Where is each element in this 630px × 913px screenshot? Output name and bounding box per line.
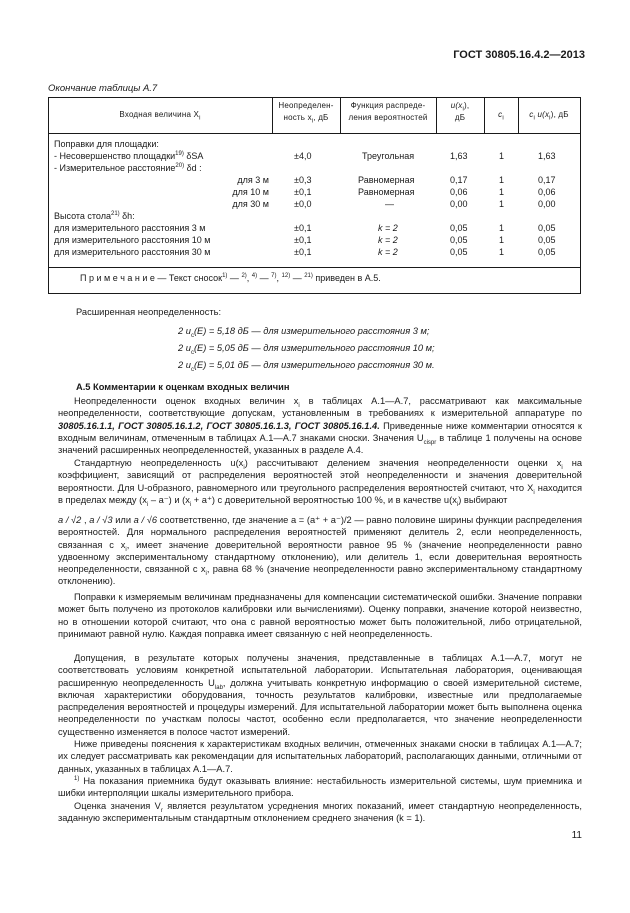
equation-3m: 2 $u_c(E) = 5,18$ дБ — для измерительного расстояния 3 м; (178, 326, 430, 339)
table-bottom-rule (48, 293, 581, 294)
document-code: ГОСТ 30805.16.4.2—2013 (453, 49, 585, 61)
table-row: для 30 м ±0,0 — 0,00 1 0,00 (232, 199, 556, 209)
paragraph-5: Ниже приведены пояснения к характеристикам входных величин, отмеченных знаками сноски в таблицах А.1—А.7; их следует рассматривать как рекомендации для испытательных лабораторий, располагающих данными, отличными от данных, указанных в таблицах А.1—А.7. (58, 739, 582, 774)
table-row: для измерительного расстояния 10 м ±0,1 k = 2 0,05 1 0,05 (54, 235, 556, 245)
header-input-quantity: Входная величина $X_i$ (119, 110, 201, 122)
paragraph-4: Допущения, в результате которых получены значения, представленные в таблицах А.1—А.7, могут не соответствовать условиям конкретной испытательной лаборатории. Испытательная лаборатория, оценивающая расширенную неопределенность $U_{lab}$, должна учитывать конкретную информацию о своей измерительной системе, включая характеристики оборудования, точность результатов калибровки, известные или предполагаемые распределения вероятностей и процедуры измерений. Для испытательной лаборатории может быть выполнена оценка неопределенности по участкам полосы частот, особенно если предполагается, что значение неопределенности существенно изменяется в полосе частот измерений. (58, 653, 583, 737)
table-row: Поправки для площадки: (54, 139, 159, 149)
header-sensitivity: $c_i$ (498, 110, 504, 122)
table-top-rule (48, 97, 581, 98)
table-row: - Несовершенство площадки$^{19)}$ δSA ±4,0 Треугольная 1,63 1 1,63 (54, 151, 556, 161)
table-row: для 10 м ±0,1 Равномерная 0,06 1 0,06 (232, 187, 556, 197)
table-header-rule (48, 133, 581, 134)
header-distribution: Функция распреде- ления вероятностей (348, 101, 428, 122)
table-row: для измерительного расстояния 30 м ±0,1 k = 2 0,05 1 0,05 (54, 247, 556, 257)
paragraph-7: Оценка значения $V_r$ является результатом усреднения многих показаний, имеет стандартную неопределенность, заданную экспериментальным стандартным отклонением среднего значения (k = 1). (58, 801, 583, 824)
expanded-uncertainty-intro: Расширенная неопределенность: (76, 307, 222, 317)
header-standard-uncertainty: $u(x_i)$, дБ (450, 101, 470, 122)
table-continuation-caption: Окончание таблицы А.7 (48, 83, 158, 94)
table-row: для 3 м ±0,3 Равномерная 0,17 1 0,17 (237, 175, 556, 185)
paragraph-2: Стандартную неопределенность $u(x_i)$ рассчитывают делением значения неопределенности оценки $x_i$ на коэффициент, зависящий от распределения вероятностей этой неопределенности и значения доверительной вероятности. Для U-образного, равномерного или треугольного распределения вероятностей считают, что $X_i$ находится в пределах между $(x_i - a^-)$ и $(x_i + a^+)$ с доверительной вероятностью 100 %, и в качестве $u(x_i)$ выбирают (58, 458, 583, 508)
footnote-1: $^{1)}$ На показания приемника будут оказывать влияние: нестабильность измерительной системы, шум приемника и шибки интерполяции шкалы измерительного прибора. (58, 775, 582, 799)
equation-30m: 2 $u_c(E) = 5,01$ дБ — для измерительного расстояния 30 м. (178, 360, 435, 373)
paragraph-1: Неопределенности оценок входных величин $x_i$ в таблицах А.1—А.7, рассматривают как максимальные неопределенности, соответствующие допускам, установленным в требованиях к измерительной аппаратуре по 30805.16.1.1, ГОСТ 30805.16.1.2, ГОСТ 30805.16.1.3, ГОСТ 30805.16.1.4. Приведенные ниже комментарии относятся к входным величинам, отмеченным в таблицах А.1—А.7 знаками сноски. Значения $U_{cispr}$ в таблице 1 получены на основе значений расширенных неопределенностей, указанных в разделе А.4. (58, 396, 582, 456)
table-note: П р и м е ч а н и е — Текст сносок$^{1)}$ — $^{2)}$, $^{4)}$ — $^{7)}$, $^{12)}$ — $^{21)}$ приведен в А.5. (80, 273, 381, 283)
table-body-rule (48, 267, 581, 268)
paragraph-2-continued: a / √2 , a / √3 или a / √6 соответственно, где значение a = (a⁺ + a⁻)/2 — равно половине ширины функции распределения вероятностей. Для нормального распределения вероятностей применяют делитель 2, если неопределенность, связанная с $x_i$, имеет значение доверительной вероятности равное 95 % (значение неопределенности равно удвоенному экспериментальному стандартному отклонению), или делитель 1, если доверительная вероятность неопределенности, связанной с $x_i$, равна 68 % (значение неопределенности равно экспериментальному стандартному отклонению). (58, 515, 582, 587)
section-title: А.5 Комментарии к оценкам входных величин (76, 382, 290, 392)
table-row: - Измерительное расстояние$^{20)}$ δd : (54, 163, 202, 173)
header-contribution: $c_i$ $u(x_i)$, дБ (529, 110, 569, 122)
header-uncertainty: Неопределен- ность $x_i$, дБ (278, 101, 334, 125)
uncertainty-table (48, 97, 581, 294)
table-row: для измерительного расстояния 3 м ±0,1 k = 2 0,05 1 0,05 (54, 223, 556, 233)
page-number: 11 (571, 830, 582, 841)
equation-10m: 2 $u_c(E) = 5,05$ дБ — для измерительного расстояния 10 м; (178, 343, 435, 356)
paragraph-3: Поправки к измеряемым величинам предназначены для компенсации систематической ошибки. Значение поправки может быть получено из протоколов калибровки или вычислениями). Оценку поправки, значение которой неизвестно, но в отношении которой считают, что она с равной вероятностью может быть положительной, либо отрицательной, принимают равной нулю. Каждая поправка имеет связанную с ней неопределенность. (58, 592, 582, 639)
table-row: Высота стола$^{21)}$ δh: (54, 211, 135, 221)
